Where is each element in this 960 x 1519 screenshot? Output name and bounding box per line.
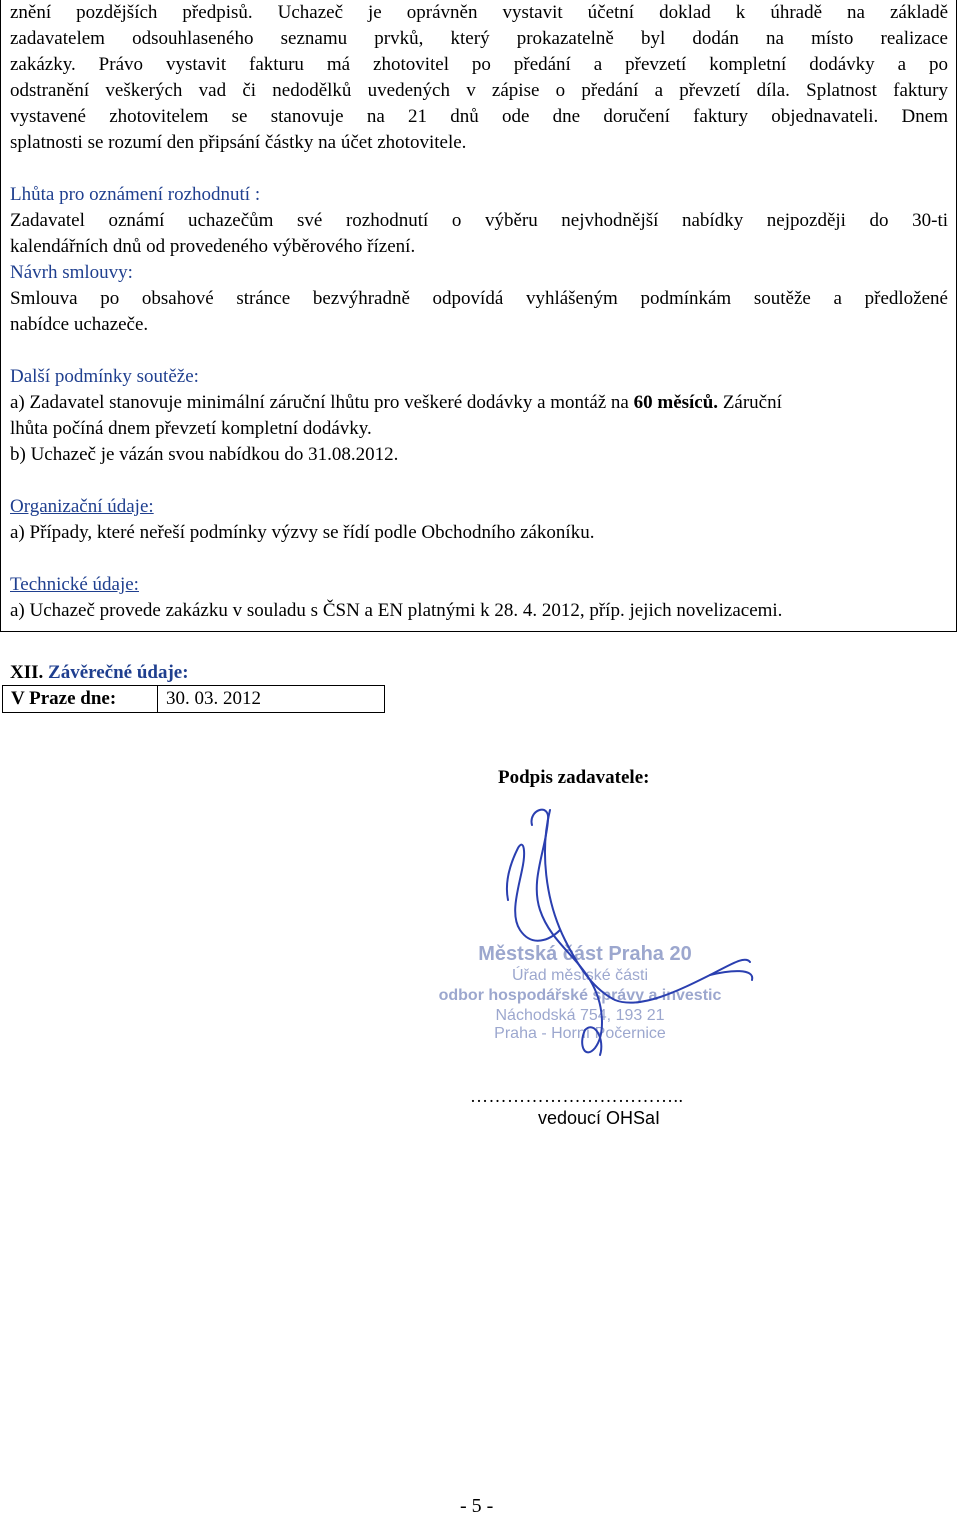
organization-a: a) Případy, které neřeší podmínky výzvy se řídí podle Obchodního zákoníku. [10,522,595,543]
signatory-role: vedoucí OHSaI [538,1108,661,1128]
conditions-a-line-1 [10,390,948,416]
technical-heading: Technické údaje: [10,574,139,595]
organization-heading: Organizační údaje: [10,496,154,517]
decision-line-1: Zadavatel oznámí uchazečům své rozhodnutí o výběru nejvhodnější nabídky nejpozději do 30-ti [10,210,948,231]
decision-line-2: kalendářních dnů od provedeného výběrového řízení. [10,236,416,257]
payment-line-2: zadavatelem odsouhlaseného seznamu prvků, který prokazatelně byl dodán na místo realizace [10,28,948,49]
stamp-and-signature [400,790,760,1080]
issue-date: 30. 03. 2012 [166,688,261,709]
final-section-number: XII. [10,662,44,683]
stamp-line-3: odbor hospodářské správy a investic [438,987,722,1004]
conditions-a-suffix: Záruční [718,392,782,413]
contract-heading: Návrh smlouvy: [10,262,133,283]
contract-line-2: nabídce uchazeče. [10,314,149,335]
stamp-line-1: Městská část Praha 20 [478,943,692,965]
conditions-a-prefix: a) Zadavatel stanovuje minimální záruční lhůtu pro veškeré dodávky a montáž na [10,392,634,413]
final-section-heading [10,660,189,686]
conditions-b: b) Uchazeč je vázán svou nabídkou do 31.08.2012. [10,444,399,465]
payment-line-5: vystavené zhotovitelem se stanovuje na 21 dnů ode dne doručení faktury objednavateli. Dnem [10,106,948,127]
payment-line-1: znění pozdějších předpisů. Uchazeč je oprávněn vystavit účetní doklad k úhradě na základě [10,2,948,23]
page-number: - 5 - [460,1495,494,1517]
stamp-line-5: Praha - Horní Počernice [494,1025,666,1042]
place-label: V Praze dne: [3,686,158,712]
signature-label: Podpis zadavatele: [498,767,650,788]
conditions-a-line-2: lhůta počíná dnem převzetí kompletní dodávky. [10,418,372,439]
date-table [2,685,385,713]
contract-line-1: Smlouva po obsahové stránce bezvýhradně odpovídá vyhlášeným podmínkám soutěže a předložené [10,288,948,309]
conditions-heading: Další podmínky soutěže: [10,366,199,387]
payment-line-4: odstranění veškerých vad či nedodělků uvedených v zápise o předání a převzetí díla. Splatnost faktury [10,80,948,101]
payment-line-6: splatnosti se rozumí den připsání částky na účet zhotovitele. [10,132,467,153]
stamp-line-4: Náchodská 754, 193 21 [495,1007,665,1024]
stamp-line-2: Úřad městské části [511,967,649,984]
signature-dots: …………………………….. [470,1086,684,1106]
tender-conditions-box [0,0,957,632]
final-section-title: Závěrečné údaje: [48,662,189,683]
warranty-period: 60 měsíců. [633,392,719,413]
payment-line-3: zakázky. Právo vystavit fakturu má zhotovitel po předání a převzetí kompletní dodávky a po [10,54,948,75]
decision-heading: Lhůta pro oznámení rozhodnutí : [10,184,261,205]
technical-a: a) Uchazeč provede zakázku v souladu s ČSN a EN platnými k 28. 4. 2012, příp. jejich novelizacemi. [10,600,783,621]
